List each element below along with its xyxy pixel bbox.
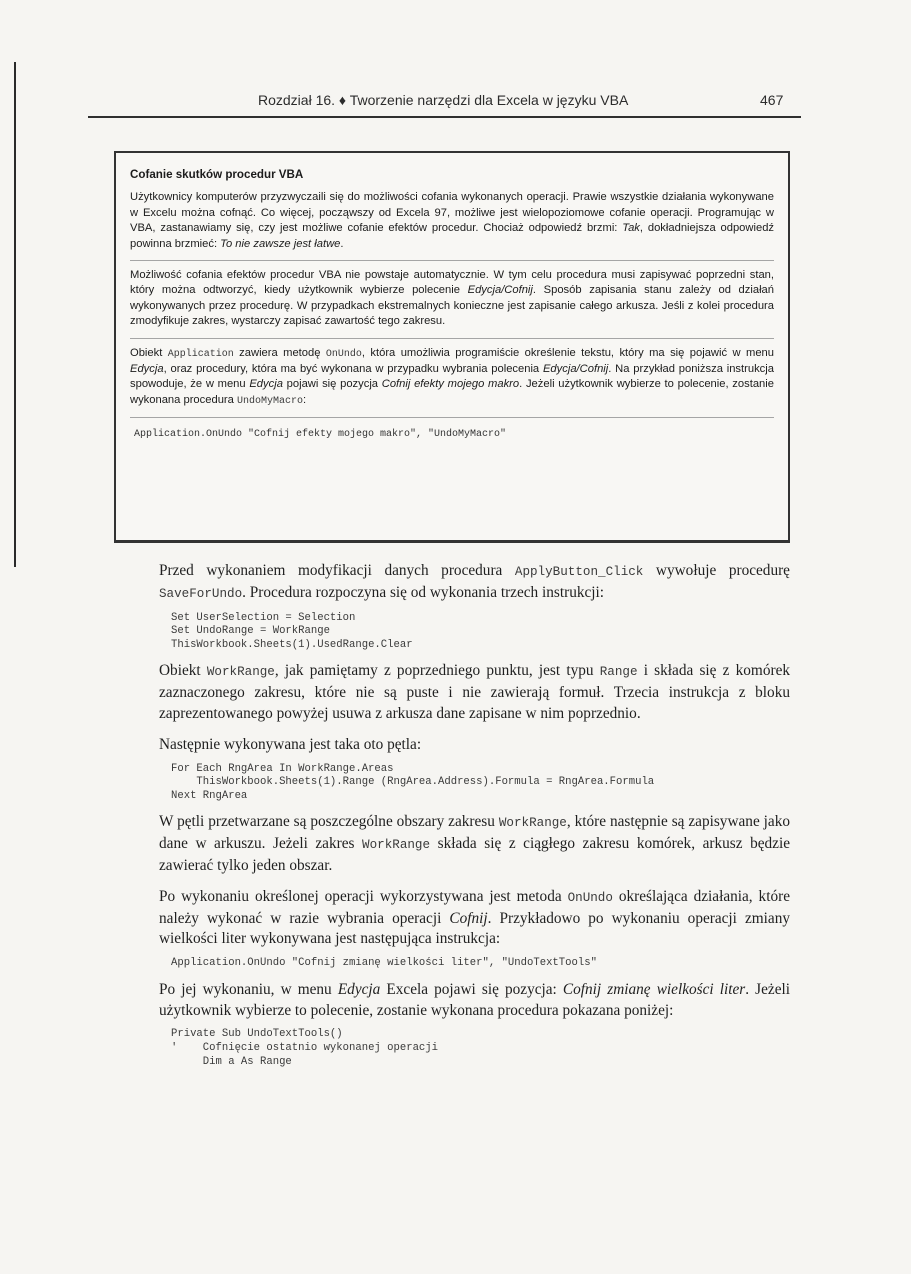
header-rule: [88, 116, 801, 118]
code-block-2: For Each RngArea In WorkRange.Areas ThisWorkbook.Sheets(1).Range (RngArea.Address).Formula = RngArea.Formula Next RngArea: [171, 762, 655, 802]
body-paragraph-2: Obiekt WorkRange, jak pamiętamy z poprzedniego punktu, jest typu Range i składa się z komórek zaznaczonego zakresu, które nie są puste i nie zawierają formuł. Trzecia instrukcja z bloku zaprezentowanego powyżej usuwa z arkusza dane zapisane w nim poprzednio.: [159, 662, 791, 722]
code-block-4: Private Sub UndoTextTools() ' Cofnięcie ostatnio wykonanej operacji Dim a As Range: [171, 1028, 439, 1068]
sidebar-paragraph-3: Obiekt Application zawiera metodę OnUndo, która umożliwia programiście określenie tekstu, który ma się pojawić w menu Edycja, oraz procedury, która ma być wykonana w przypadku wybrania polecenia Edycja/Cofnij. Na przykład poniższa instrukcja spowoduje, że w menu Edycja pojawi się pozycja Cofnij efekty mojego makro. Jeżeli użytkownik wybierze to polecenie, zostanie wykonana procedura UndoMyMacro:: [130, 346, 774, 407]
sidebar-divider: [130, 260, 774, 261]
sidebar-divider: [130, 417, 774, 418]
running-header: [258, 92, 798, 108]
main-text: [159, 561, 790, 1078]
sidebar-box: [114, 151, 790, 543]
page-number: 467: [760, 92, 784, 108]
body-paragraph-4: W pętli przetwarzane są poszczególne obszary zakresu WorkRange, które następnie są zapisywane jako dane w arkuszu. Jeżeli zakres WorkRange składa się z ciągłego zakresu komórek, arkusz będzie zawierać tylko jeden obszar.: [159, 813, 791, 874]
sidebar-paragraph-1: Użytkownicy komputerów przyzwyczaili się do możliwości cofania wykonanych operacji. Prawie wszystkie działania wykonywane w Excelu można cofnąć. Co więcej, począwszy od Excela 97, możliwe jest wielopoziomowe cofanie operacji. Programując w VBA, zastanawiamy się, czy jest możliwe cofanie efektów procedur. Chociaż odpowiedź brzmi: Tak, dokładniejsza odpowiedź powinna brzmieć: To nie zawsze jest łatwe.: [130, 191, 775, 250]
body-paragraph-6: Po jej wykonaniu, w menu Edycja Excela pojawi się pozycja: Cofnij zmianę wielkości liter. Jeżeli użytkownik wybierze to polecenie, zostanie wykonana procedura pokazana poniżej:: [159, 980, 790, 1019]
sidebar-paragraph-2: Możliwość cofania efektów procedur VBA nie powstaje automatycznie. W tym celu procedura musi zapisywać poprzedni stan, który można odtworzyć, kiedy użytkownik wybierze polecenie Edycja/Cofnij. Sposób zapisania stanu zależy od działań wykonywanych przez procedurę. W przypadkach ekstremalnych konieczne jest zapisanie całego arkusza. Jeśli z kolei procedura zmodyfikuje zakres, wystarczy zapisać zawartość tego zakresu.: [130, 269, 775, 328]
code-block-3: Application.OnUndo "Cofnij zmianę wielkości liter", "UndoTextTools": [171, 957, 597, 970]
sidebar-title: Cofanie skutków procedur VBA: [130, 168, 304, 181]
sidebar-divider: [130, 338, 774, 339]
code-block-1: Set UserSelection = Selection Set UndoRange = WorkRange ThisWorkbook.Sheets(1).UsedRange.Clear: [171, 611, 413, 651]
sidebar-code: Application.OnUndo "Cofnij efekty mojego makro", "UndoMyMacro": [134, 429, 507, 441]
body-paragraph-1: Przed wykonaniem modyfikacji danych procedura ApplyButton_Click wywołuje procedurę SaveForUndo. Procedura rozpoczyna się od wykonania trzech instrukcji:: [159, 562, 790, 601]
running-title: Rozdział 16. ♦ Tworzenie narzędzi dla Excela w języku VBA: [258, 92, 629, 108]
body-paragraph-3: Następnie wykonywana jest taka oto pętla:: [159, 735, 422, 753]
body-paragraph-5: Po wykonaniu określonej operacji wykorzystywana jest metoda OnUndo określająca działania, które należy wykonać w razie wybrania operacji Cofnij. Przykładowo po wykonaniu operacji zmiany wielkości liter wykonywana jest następująca instrukcja:: [159, 887, 790, 948]
binding-edge-line: [14, 62, 16, 567]
